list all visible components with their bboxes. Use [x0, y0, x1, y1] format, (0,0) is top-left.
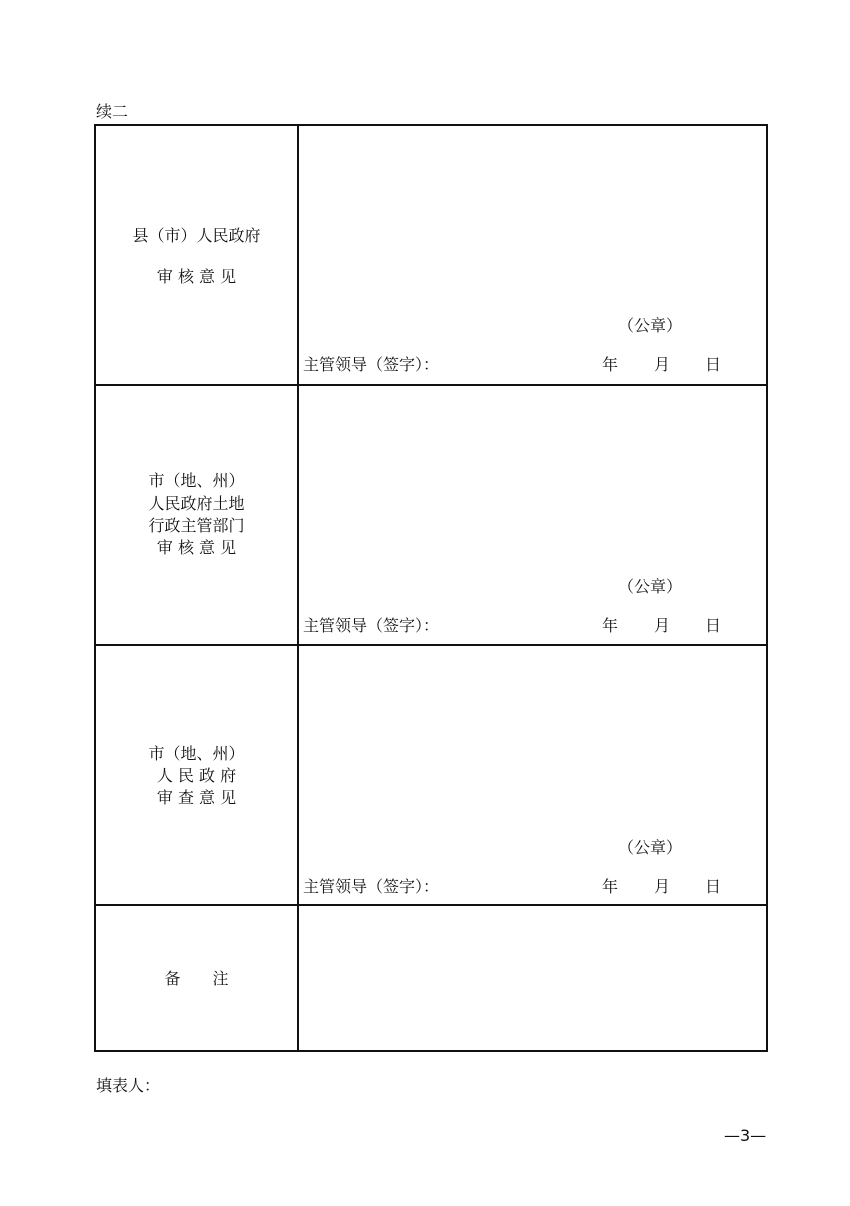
continuation-label: 续二	[96, 102, 129, 121]
county-review-label-line-2: 审 核 意 见	[156, 267, 237, 286]
remarks-label: 备 注	[164, 969, 229, 988]
city-gov-review-label-line-2: 人 民 政 府	[156, 766, 237, 785]
date-month-label: 月	[654, 877, 671, 896]
city-gov-review-opinion-area[interactable]	[299, 646, 766, 904]
city-land-review-label-line-1: 市（地、州）	[148, 471, 245, 490]
city-land-review-opinion-area[interactable]	[299, 386, 766, 644]
county-review-label-cell	[96, 126, 299, 384]
county-review-opinion-area[interactable]	[299, 126, 766, 384]
approval-form-table	[94, 124, 768, 1052]
remarks-row	[96, 904, 766, 1050]
date-month-label: 月	[654, 355, 671, 374]
city-land-review-label-line-2: 人民政府土地	[148, 494, 245, 513]
city-land-review-row	[96, 384, 766, 644]
city-land-review-label-cell	[96, 386, 299, 644]
county-review-row	[96, 126, 766, 384]
date-day-label: 日	[705, 877, 722, 896]
official-seal-label: （公章）	[618, 577, 683, 596]
leader-signature-label: 主管领导（签字）：	[303, 877, 440, 896]
city-land-review-label-line-3: 行政主管部门	[148, 516, 245, 535]
page-number: —3—	[724, 1126, 767, 1145]
leader-signature-label: 主管领导（签字）：	[303, 355, 440, 374]
city-gov-review-label-line-1: 市（地、州）	[148, 744, 245, 763]
date-day-label: 日	[705, 355, 722, 374]
city-gov-review-row	[96, 644, 766, 904]
city-gov-review-label-cell	[96, 646, 299, 904]
official-seal-label: （公章）	[618, 316, 683, 335]
date-day-label: 日	[705, 616, 722, 635]
date-year-label: 年	[602, 355, 619, 374]
date-year-label: 年	[602, 877, 619, 896]
city-gov-review-label-line-3: 审 查 意 见	[156, 788, 237, 807]
form-filler-label: 填表人：	[96, 1076, 161, 1095]
city-land-review-label-line-4: 审 核 意 见	[156, 538, 237, 557]
county-review-label-line-1: 县（市）人民政府	[132, 226, 261, 245]
remarks-content-area[interactable]	[299, 906, 766, 1050]
date-month-label: 月	[654, 616, 671, 635]
date-year-label: 年	[602, 616, 619, 635]
official-seal-label: （公章）	[618, 838, 683, 857]
leader-signature-label: 主管领导（签字）：	[303, 616, 440, 635]
remarks-label-cell	[96, 906, 299, 1050]
